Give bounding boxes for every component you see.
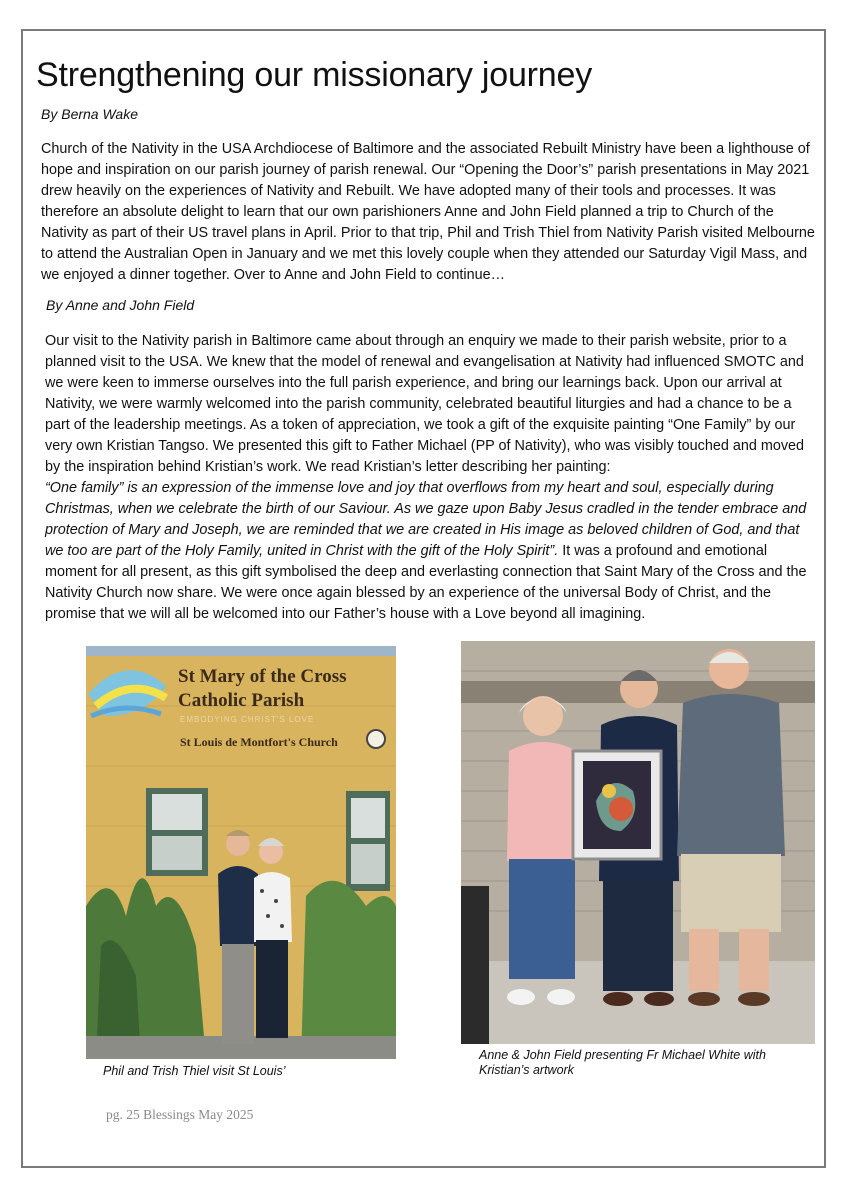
photo-st-louis-church: [86, 646, 396, 1059]
main-paragraph-intro: Our visit to the Nativity parish in Baltimore came about through an enquiry we made to their parish website, prior to a planned visit to the USA. We knew that the model of renewal and evangelisation at Nativity had influenced SMOTC and we were keen to immerse ourselves into the full parish experience, and bring our learnings back. Upon our arrival at Nativity, we were warmly welcomed into the parish community, celebrated beautiful liturgies and had a chance to be a part of the leadership meetings. As a token of appreciation, we took a gift of the exquisite painting “One Family” by our very own Kristian Tangso. We presented this gift to Father Michael (PP of Nativity), who was visibly touched and moved by the inspiration behind Kristian’s work. We read Kristian’s letter describing her painting:: [45, 333, 805, 475]
byline-anne-john-field: By Anne and John Field: [46, 297, 195, 313]
sign-line2: Catholic Parish: [178, 690, 305, 711]
photo2-caption: Anne & John Field presenting Fr Michael White with Kristian’s artwork: [479, 1048, 766, 1077]
kristian-quote: “One family” is an expression of the immense love and joy that overflows from my heart and soul, especially during Christmas, when we celebrate the birth of our Saviour. As we gaze upon Baby Jesus cradled in the tender embrace and protection of Mary and Joseph, we are reminded that we are created in His image as beloved children of God, and that we too are part of the Holy Family, united in Christ with the gift of the Holy Spirit”.: [45, 480, 807, 559]
sign-line4: St Louis de Montfort's Church: [180, 735, 338, 749]
photo-presenting-artwork: [461, 641, 815, 1044]
byline-berna-wake: By Berna Wake: [41, 106, 139, 122]
main-paragraph-outro: It was a profound and emotional moment for all present, as this gift symbolised the deep and everlasting connection that Saint Mary of the Cross and the Nativity Church now share. We were once again blessed by an experience of the universal Body of Christ, and the promise that we will all be welcomed into our Father’s house with a Love beyond all imagining.: [45, 543, 807, 622]
main-paragraph: [45, 331, 820, 625]
article-title: Strengthening our missionary journey: [36, 56, 592, 94]
page-footer: pg. 25 Blessings May 2025: [106, 1107, 254, 1122]
intro-paragraph: Church of the Nativity in the USA Archdiocese of Baltimore and the associated Rebuilt Ministry have been a lighthouse of hope and inspiration on our parish journey of parish renewal. Our “Opening the Door’s” parish presentations in May 2021 drew heavily on the experiences of Nativity and Rebuilt. We have adopted many of their tools and processes. It was therefore an absolute delight to learn that our own parishioners Anne and John Field planned a trip to Church of the Nativity as part of their US travel plans in April. Prior to that trip, Phil and Trish Thiel from Nativity Parish visited Melbourne to attend the Australian Open in January and we met this lovely couple when they attended our Saturday Vigil Mass, and we enjoyed a dinner together. Over to Anne and John Field to continue…: [41, 141, 815, 283]
sign-line1: St Mary of the Cross: [178, 666, 347, 687]
photo1-caption: Phil and Trish Thiel visit St Louis’: [103, 1064, 286, 1078]
sign-line3: EMBODYING CHRIST'S LOVE: [180, 715, 315, 724]
